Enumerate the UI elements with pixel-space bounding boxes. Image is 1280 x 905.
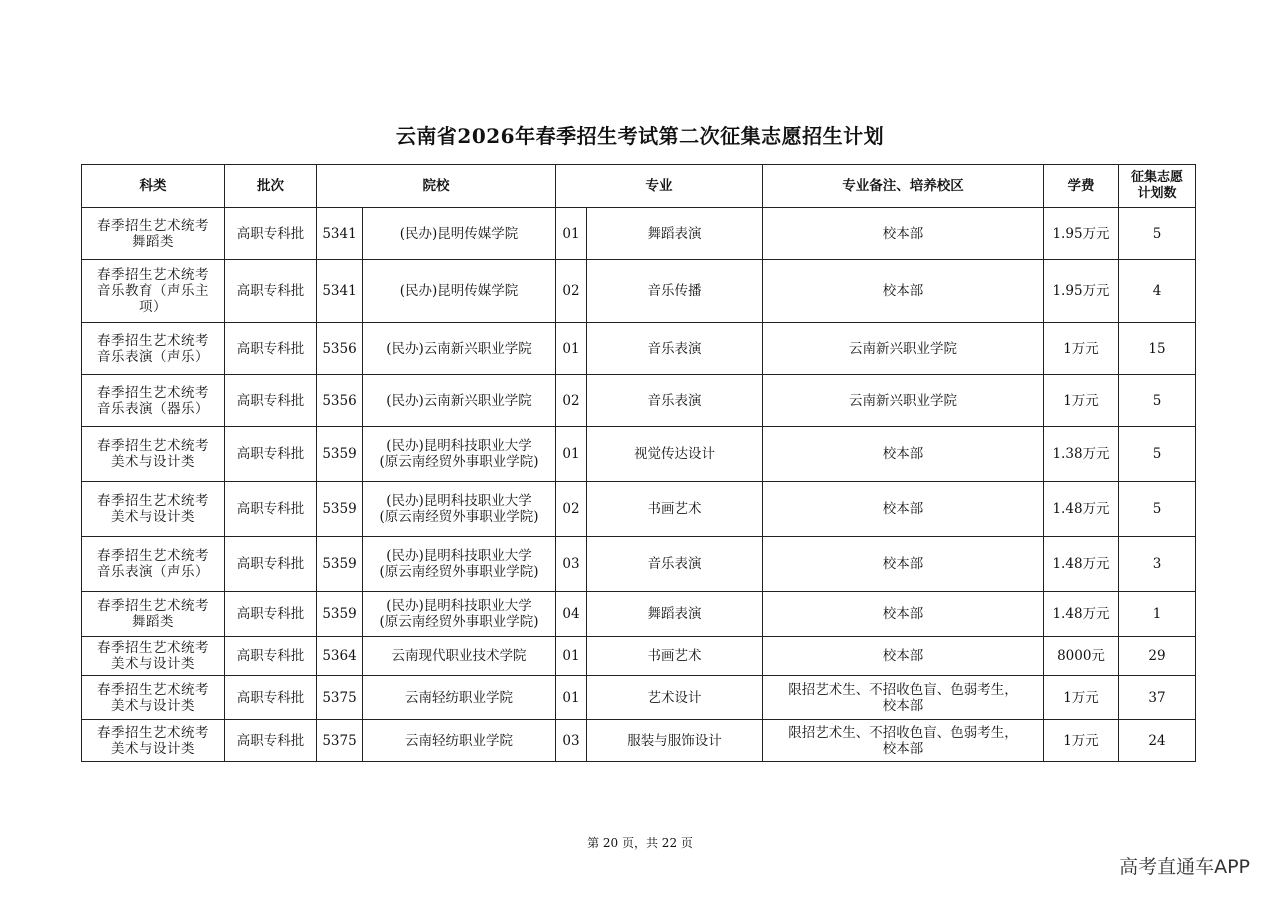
table-row: [82, 323, 1196, 375]
school-name-cell-line-1: (民办)昆明科技职业大学: [386, 438, 532, 454]
major-code-cell: [556, 537, 587, 592]
batch-cell-line-1: 高职专科批: [236, 446, 305, 462]
category-cell-line-1: 春季招生艺术统考: [97, 332, 209, 349]
batch-cell-line-1: 高职专科批: [236, 392, 305, 409]
table-row: [82, 537, 1196, 592]
major-code-cell: [556, 676, 587, 720]
school-name-cell-line-1: (民办)云南新兴职业学院: [386, 340, 532, 357]
school-name-cell: [363, 375, 556, 427]
plan-count-cell-line-1: 15: [1148, 340, 1166, 357]
major-code-cell-line-1: 02: [562, 392, 580, 409]
header-row: [82, 165, 1196, 208]
school-name-cell: [363, 676, 556, 720]
batch-cell: [225, 592, 317, 637]
tuition-cell: [1044, 208, 1119, 260]
batch-cell: [225, 427, 317, 482]
table-row: [82, 260, 1196, 323]
batch-cell: [225, 537, 317, 592]
plan-count-cell: [1119, 592, 1196, 637]
category-cell-line-1: 春季招生艺术统考: [97, 438, 209, 454]
category-cell: [82, 537, 225, 592]
notes-cell: [763, 260, 1044, 323]
school-name-cell-line-1: (民办)云南新兴职业学院: [386, 392, 532, 409]
tuition-cell: [1044, 375, 1119, 427]
major-name-cell: [587, 592, 763, 637]
school-code-cell-line-1: 5356: [322, 392, 357, 409]
school-code-cell: [317, 720, 363, 762]
tuition-cell-line-1: 1万元: [1063, 689, 1099, 706]
notes-cell-line-1: 校本部: [882, 501, 924, 517]
major-code-cell-line-1: 01: [562, 446, 580, 462]
school-code-cell: [317, 208, 363, 260]
tuition-cell: [1044, 323, 1119, 375]
category-cell: [82, 260, 225, 323]
category-cell-line-1: 春季招生艺术统考: [97, 548, 209, 564]
school-code-cell-line-1: 5359: [322, 606, 357, 622]
category-cell-line-2: 美术与设计类: [111, 509, 195, 525]
category-cell: [82, 427, 225, 482]
plan-count-cell: [1119, 208, 1196, 260]
category-cell-line-1: 春季招生艺术统考: [97, 267, 209, 283]
major-code-cell-line-1: 02: [562, 283, 580, 299]
category-cell-line-2: 音乐表演（声乐）: [97, 564, 209, 580]
batch-cell-line-1: 高职专科批: [236, 648, 305, 664]
plan-count-cell: [1119, 427, 1196, 482]
header-plan-count-line1: 征集志愿: [1130, 170, 1183, 185]
notes-cell-line-1: 限招艺术生、不招收色盲、色弱考生，: [788, 681, 1018, 698]
category-cell-line-1: 春季招生艺术统考: [97, 640, 209, 656]
major-name-cell-line-1: 艺术设计: [647, 689, 702, 706]
batch-cell-line-1: 高职专科批: [236, 283, 305, 299]
batch-cell: [225, 482, 317, 537]
category-cell-line-3: 项）: [139, 299, 167, 315]
major-name-cell: [587, 676, 763, 720]
header-school: 院校: [317, 165, 556, 208]
plan-count-cell: [1119, 260, 1196, 323]
plan-count-cell-line-1: 24: [1148, 732, 1166, 749]
school-name-cell: [363, 720, 556, 762]
tuition-cell-line-1: 1.38万元: [1052, 446, 1110, 462]
category-cell-line-1: 春季招生艺术统考: [97, 217, 209, 234]
table-row: [82, 208, 1196, 260]
major-code-cell-line-1: 01: [562, 340, 580, 357]
major-code-cell: [556, 260, 587, 323]
category-cell-line-2: 舞蹈类: [132, 614, 174, 630]
major-code-cell-line-1: 04: [562, 606, 580, 622]
tuition-cell: [1044, 637, 1119, 676]
plan-count-cell: [1119, 323, 1196, 375]
major-name-cell-line-1: 舞蹈表演: [647, 225, 702, 242]
batch-cell: [225, 720, 317, 762]
page-title: 云南省2026年春季招生考试第二次征集志愿招生计划: [395, 124, 885, 148]
batch-cell: [225, 676, 317, 720]
school-code-cell: [317, 375, 363, 427]
major-name-cell: [587, 427, 763, 482]
school-code-cell-line-1: 5356: [322, 340, 357, 357]
notes-cell-line-1: 校本部: [882, 606, 924, 622]
major-name-cell-line-1: 服装与服饰设计: [627, 732, 722, 749]
major-name-cell: [587, 208, 763, 260]
tuition-cell-line-1: 1万元: [1063, 732, 1099, 749]
school-name-cell: [363, 537, 556, 592]
notes-cell-line-1: 云南新兴职业学院: [849, 392, 957, 409]
category-cell-line-2: 美术与设计类: [111, 697, 195, 714]
app-watermark: 高考直通车APP: [1119, 856, 1250, 878]
major-code-cell: [556, 375, 587, 427]
major-code-cell-line-1: 01: [562, 225, 580, 242]
school-name-cell: [363, 482, 556, 537]
category-cell: [82, 208, 225, 260]
plan-count-cell: [1119, 637, 1196, 676]
major-name-cell-line-1: 舞蹈表演: [647, 606, 702, 622]
category-cell-line-1: 春季招生艺术统考: [97, 681, 209, 698]
table-row: [82, 427, 1196, 482]
major-code-cell: [556, 592, 587, 637]
major-code-cell-line-1: 01: [562, 648, 580, 664]
plan-count-cell: [1119, 375, 1196, 427]
school-code-cell-line-1: 5375: [322, 732, 357, 749]
plan-count-cell: [1119, 676, 1196, 720]
major-code-cell: [556, 208, 587, 260]
school-name-cell: [363, 323, 556, 375]
category-cell-line-1: 春季招生艺术统考: [97, 598, 209, 614]
header-batch: 批次: [225, 165, 317, 208]
notes-cell-line-1: 云南新兴职业学院: [849, 340, 957, 357]
batch-cell-line-1: 高职专科批: [236, 340, 305, 357]
school-name-cell: [363, 427, 556, 482]
notes-cell-line-2: 校本部: [882, 740, 924, 757]
plan-count-cell: [1119, 482, 1196, 537]
major-code-cell: [556, 637, 587, 676]
tuition-cell: [1044, 720, 1119, 762]
major-name-cell-line-1: 视觉传达设计: [634, 446, 715, 462]
batch-cell-line-1: 高职专科批: [236, 732, 305, 749]
notes-cell: [763, 720, 1044, 762]
major-name-cell-line-1: 音乐传播: [647, 283, 702, 299]
table-row: [82, 637, 1196, 676]
school-name-cell-line-2: (原云南经贸外事职业学院): [379, 564, 539, 580]
table-row: [82, 375, 1196, 427]
school-name-cell-line-2: (原云南经贸外事职业学院): [379, 454, 539, 470]
notes-cell: [763, 323, 1044, 375]
major-name-cell-line-1: 音乐表演: [647, 340, 702, 357]
notes-cell: [763, 637, 1044, 676]
school-code-cell: [317, 482, 363, 537]
major-code-cell: [556, 427, 587, 482]
plan-count-cell-line-1: 4: [1152, 283, 1162, 299]
category-cell: [82, 323, 225, 375]
category-cell-line-2: 美术与设计类: [111, 740, 195, 757]
major-code-cell-line-1: 02: [562, 501, 580, 517]
table-row: [82, 592, 1196, 637]
plan-count-cell-line-1: 3: [1152, 556, 1162, 572]
category-cell: [82, 375, 225, 427]
school-name-cell: [363, 208, 556, 260]
table-row: [82, 482, 1196, 537]
school-code-cell-line-1: 5359: [322, 556, 357, 572]
notes-cell: [763, 537, 1044, 592]
tuition-cell: [1044, 592, 1119, 637]
plan-count-cell-line-1: 5: [1152, 501, 1162, 517]
major-name-cell: [587, 323, 763, 375]
batch-cell: [225, 208, 317, 260]
category-cell-line-2: 美术与设计类: [111, 454, 195, 470]
header-notes: 专业备注、培养校区: [763, 165, 1044, 208]
category-cell-line-1: 春季招生艺术统考: [97, 724, 209, 741]
category-cell: [82, 676, 225, 720]
major-code-cell-line-1: 03: [562, 556, 580, 572]
major-name-cell-line-1: 音乐表演: [647, 556, 702, 572]
category-cell-line-2: 音乐表演（器乐）: [97, 400, 209, 417]
notes-cell: [763, 375, 1044, 427]
school-code-cell: [317, 427, 363, 482]
batch-cell: [225, 323, 317, 375]
tuition-cell: [1044, 260, 1119, 323]
tuition-cell-line-1: 1.48万元: [1052, 556, 1110, 572]
batch-cell-line-1: 高职专科批: [236, 556, 305, 572]
major-code-cell-line-1: 01: [562, 689, 580, 706]
plan-count-cell-line-1: 37: [1148, 689, 1166, 706]
major-code-cell: [556, 482, 587, 537]
school-code-cell-line-1: 5341: [322, 283, 357, 299]
header-plan-count: [1119, 165, 1196, 208]
tuition-cell: [1044, 427, 1119, 482]
notes-cell-line-1: 限招艺术生、不招收色盲、色弱考生，: [788, 724, 1018, 741]
school-name-cell: [363, 637, 556, 676]
notes-cell-line-1: 校本部: [882, 648, 924, 664]
category-cell-line-2: 音乐表演（声乐）: [97, 348, 209, 365]
notes-cell-line-1: 校本部: [882, 225, 924, 242]
school-name-cell-line-1: 云南轻纺职业学院: [405, 732, 513, 749]
tuition-cell-line-1: 1.95万元: [1052, 283, 1110, 299]
school-code-cell-line-1: 5364: [322, 648, 357, 664]
notes-cell: [763, 208, 1044, 260]
major-name-cell: [587, 637, 763, 676]
category-cell-line-2: 美术与设计类: [111, 656, 195, 672]
school-code-cell-line-1: 5359: [322, 501, 357, 517]
notes-cell: [763, 592, 1044, 637]
plan-count-cell-line-1: 5: [1152, 392, 1162, 409]
admission-plan-table: [81, 164, 1196, 762]
plan-count-cell-line-1: 5: [1152, 225, 1162, 242]
tuition-cell-line-1: 1万元: [1063, 392, 1099, 409]
school-name-cell: [363, 592, 556, 637]
notes-cell: [763, 676, 1044, 720]
plan-count-cell-line-1: 5: [1152, 446, 1162, 462]
tuition-cell: [1044, 676, 1119, 720]
notes-cell: [763, 482, 1044, 537]
notes-cell-line-1: 校本部: [882, 556, 924, 572]
school-code-cell: [317, 260, 363, 323]
major-name-cell-line-1: 书画艺术: [647, 501, 702, 517]
notes-cell-line-1: 校本部: [882, 446, 924, 462]
batch-cell-line-1: 高职专科批: [236, 689, 305, 706]
tuition-cell-line-1: 1万元: [1063, 340, 1099, 357]
tuition-cell: [1044, 537, 1119, 592]
school-name-cell-line-1: (民办)昆明科技职业大学: [386, 493, 532, 509]
tuition-cell-line-1: 1.95万元: [1052, 225, 1110, 242]
batch-cell: [225, 260, 317, 323]
major-name-cell-line-1: 书画艺术: [647, 648, 702, 664]
school-code-cell: [317, 537, 363, 592]
major-code-cell-line-1: 03: [562, 732, 580, 749]
notes-cell-line-2: 校本部: [882, 697, 924, 714]
category-cell: [82, 720, 225, 762]
school-code-cell: [317, 676, 363, 720]
major-code-cell: [556, 720, 587, 762]
tuition-cell: [1044, 482, 1119, 537]
table-row: [82, 720, 1196, 762]
header-plan-count-line2: 计划数: [1137, 186, 1177, 201]
notes-cell: [763, 427, 1044, 482]
batch-cell-line-1: 高职专科批: [236, 606, 305, 622]
school-name-cell-line-1: 云南轻纺职业学院: [405, 689, 513, 706]
major-name-cell: [587, 537, 763, 592]
category-cell-line-1: 春季招生艺术统考: [97, 384, 209, 401]
major-name-cell: [587, 482, 763, 537]
page-footer: 第 20 页，共 22 页: [587, 836, 693, 850]
school-code-cell-line-1: 5375: [322, 689, 357, 706]
school-name-cell-line-1: 云南现代职业技术学院: [391, 648, 527, 664]
batch-cell: [225, 375, 317, 427]
school-code-cell: [317, 323, 363, 375]
school-name-cell: [363, 260, 556, 323]
school-name-cell-line-1: (民办)昆明科技职业大学: [386, 598, 532, 614]
table-row: [82, 676, 1196, 720]
category-cell-line-2: 音乐教育（声乐主: [97, 283, 209, 299]
header-category: 科类: [82, 165, 225, 208]
school-name-cell-line-1: (民办)昆明传媒学院: [399, 283, 519, 299]
plan-count-cell-line-1: 29: [1148, 648, 1166, 664]
major-name-cell: [587, 260, 763, 323]
major-name-cell: [587, 720, 763, 762]
header-major: 专业: [556, 165, 763, 208]
notes-cell-line-1: 校本部: [882, 283, 924, 299]
plan-count-cell: [1119, 720, 1196, 762]
category-cell: [82, 592, 225, 637]
tuition-cell-line-1: 1.48万元: [1052, 501, 1110, 517]
batch-cell-line-1: 高职专科批: [236, 501, 305, 517]
category-cell: [82, 637, 225, 676]
header-tuition: 学费: [1044, 165, 1119, 208]
batch-cell: [225, 637, 317, 676]
school-name-cell-line-2: (原云南经贸外事职业学院): [379, 509, 539, 525]
school-name-cell-line-1: (民办)昆明科技职业大学: [386, 548, 532, 564]
major-name-cell: [587, 375, 763, 427]
category-cell-line-1: 春季招生艺术统考: [97, 493, 209, 509]
plan-count-cell: [1119, 537, 1196, 592]
school-code-cell: [317, 592, 363, 637]
plan-count-cell-line-1: 1: [1152, 606, 1162, 622]
tuition-cell-line-1: 1.48万元: [1052, 606, 1110, 622]
school-code-cell-line-1: 5341: [322, 225, 357, 242]
school-name-cell-line-2: (原云南经贸外事职业学院): [379, 614, 539, 630]
school-code-cell: [317, 637, 363, 676]
school-code-cell-line-1: 5359: [322, 446, 357, 462]
tuition-cell-line-1: 8000元: [1057, 648, 1105, 664]
major-name-cell-line-1: 音乐表演: [647, 392, 702, 409]
batch-cell-line-1: 高职专科批: [236, 225, 305, 242]
major-code-cell: [556, 323, 587, 375]
category-cell: [82, 482, 225, 537]
school-name-cell-line-1: (民办)昆明传媒学院: [399, 225, 519, 242]
category-cell-line-2: 舞蹈类: [132, 233, 174, 250]
